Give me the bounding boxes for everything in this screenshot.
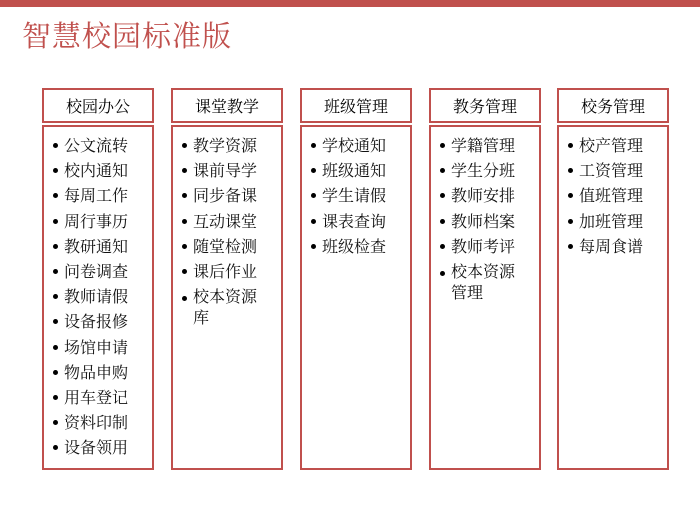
- list-item: 校本资源库: [179, 286, 271, 328]
- column-school-affairs: [557, 88, 669, 470]
- column-items-box: [171, 125, 283, 470]
- column-header: 课堂教学: [171, 88, 283, 123]
- page-title: 智慧校园标准版: [22, 19, 233, 53]
- list-item: 校内通知: [50, 158, 148, 183]
- list-item: 用车登记: [50, 385, 148, 410]
- top-accent-bar: [0, 0, 700, 7]
- item-list: [50, 133, 148, 461]
- item-list: [179, 133, 277, 328]
- column-campus-office: [42, 88, 154, 470]
- list-item: 课前导学: [179, 158, 277, 183]
- list-item: 周行事历: [50, 209, 148, 234]
- list-item: 班级检查: [308, 234, 406, 259]
- list-item: 互动课堂: [179, 209, 277, 234]
- list-item: 场馆申请: [50, 335, 148, 360]
- list-item: 资料印制: [50, 410, 148, 435]
- list-item: 教师请假: [50, 284, 148, 309]
- column-header: 校务管理: [557, 88, 669, 123]
- column-header: 班级管理: [300, 88, 412, 123]
- column-class-management: [300, 88, 412, 470]
- list-item: 值班管理: [565, 183, 663, 208]
- list-item: 校本资源管理: [437, 261, 529, 303]
- list-item: 学籍管理: [437, 133, 535, 158]
- column-items-box: [42, 125, 154, 470]
- list-item: 每周工作: [50, 183, 148, 208]
- list-item: 学生分班: [437, 158, 535, 183]
- list-item: 班级通知: [308, 158, 406, 183]
- column-classroom-teaching: [171, 88, 283, 470]
- list-item: 学生请假: [308, 183, 406, 208]
- list-item: 设备报修: [50, 309, 148, 334]
- list-item: 每周食谱: [565, 234, 663, 259]
- list-item: 随堂检测: [179, 234, 277, 259]
- column-header: 校园办公: [42, 88, 154, 123]
- list-item: 课表查询: [308, 209, 406, 234]
- list-item: 校产管理: [565, 133, 663, 158]
- list-item: 教师安排: [437, 183, 535, 208]
- column-items-box: [429, 125, 541, 470]
- list-item: 课后作业: [179, 259, 277, 284]
- item-list: [308, 133, 406, 259]
- list-item: 教师档案: [437, 209, 535, 234]
- item-list: [437, 133, 535, 303]
- column-items-box: [300, 125, 412, 470]
- list-item: 教研通知: [50, 234, 148, 259]
- list-item: 加班管理: [565, 209, 663, 234]
- list-item: 教师考评: [437, 234, 535, 259]
- list-item: 教学资源: [179, 133, 277, 158]
- column-academic-affairs: [429, 88, 541, 470]
- list-item: 学校通知: [308, 133, 406, 158]
- list-item: 公文流转: [50, 133, 148, 158]
- item-list: [565, 133, 663, 259]
- list-item: 物品申购: [50, 360, 148, 385]
- list-item: 问卷调查: [50, 259, 148, 284]
- column-items-box: [557, 125, 669, 470]
- list-item: 工资管理: [565, 158, 663, 183]
- list-item: 同步备课: [179, 183, 277, 208]
- list-item: 设备领用: [50, 435, 148, 460]
- column-header: 教务管理: [429, 88, 541, 123]
